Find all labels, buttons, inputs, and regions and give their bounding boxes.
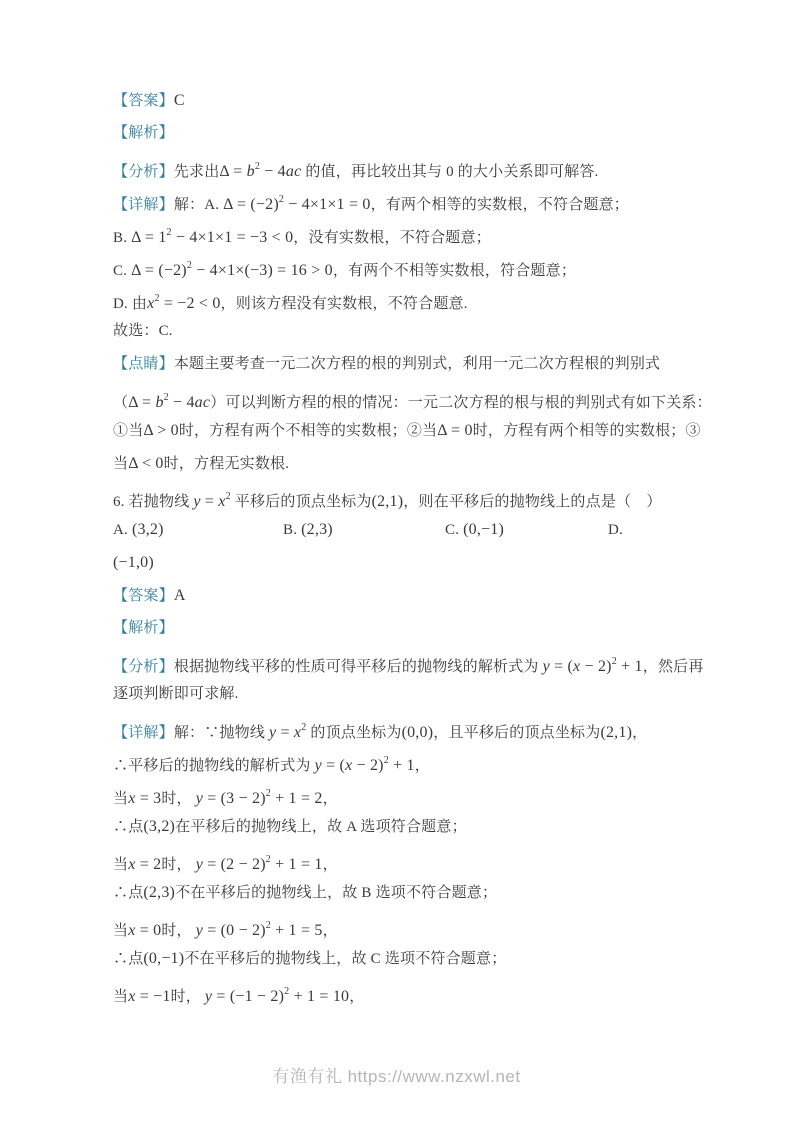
math-variable: y xyxy=(195,922,204,939)
math-variable: y xyxy=(204,988,213,1005)
text-fragment: 当 xyxy=(113,989,129,1005)
math-fragment: = 2 xyxy=(135,856,162,873)
math-fragment: − 2) xyxy=(352,757,384,774)
text-fragment: 时， xyxy=(161,923,196,939)
math-fragment: Δ = xyxy=(128,394,156,411)
footer-watermark: 有渔有礼 https://www.nzxwl.net xyxy=(272,1067,521,1086)
answer-label-tag: 【详解】 xyxy=(113,725,174,741)
math-superscript: 2 xyxy=(284,986,290,997)
math-fragment: (3,2) xyxy=(143,818,176,835)
text-line-12 xyxy=(113,447,687,480)
option-b xyxy=(283,513,445,547)
math-variable: y xyxy=(314,757,322,774)
text-fragment: ，没有实数根，不符合题意； xyxy=(293,230,491,246)
math-fragment: = (0 − 2) xyxy=(203,922,266,939)
text-fragment: 时，方程有两个不相等的实数根；②当 xyxy=(178,423,438,439)
text-line-5 xyxy=(113,216,687,249)
text-fragment: ， xyxy=(632,725,648,741)
text-fragment: 当 xyxy=(113,857,129,873)
text-fragment: B. xyxy=(113,230,132,246)
math-variable: x xyxy=(128,856,136,873)
text-fragment: C. xyxy=(113,263,132,279)
math-fragment: = ( xyxy=(321,757,346,774)
text-fragment: ，则该方程没有实数根，不符合题意. xyxy=(220,296,468,312)
math-fragment: (2,3) xyxy=(143,884,176,901)
text-fragment: 在平移后的抛物线上，故 A 选项符合题意； xyxy=(175,819,467,835)
math-fragment: Δ = 0 xyxy=(437,422,473,439)
math-superscript: 2 xyxy=(301,722,307,733)
text-fragment: 先求出 xyxy=(173,164,220,180)
math-fragment: Δ = 1 xyxy=(131,229,167,246)
math-fragment: − 4 xyxy=(260,163,286,180)
math-variable: x xyxy=(345,757,353,774)
math-variable: b xyxy=(246,163,255,180)
answer-label-tag: 【详解】 xyxy=(113,197,174,213)
text-line-6 xyxy=(113,249,687,282)
text-fragment: ， xyxy=(349,989,365,1005)
text-fragment: 的顶点坐标为 xyxy=(306,725,402,741)
math-variable: ac xyxy=(285,163,302,180)
text-fragment: 时，方程有两个相等的实数根；③ xyxy=(472,423,701,439)
option-a xyxy=(113,513,283,547)
math-fragment: − 4×1×1 = −3 < 0 xyxy=(171,229,294,246)
text-line-21 xyxy=(113,744,687,777)
text-fragment: 时，方程无实数根. xyxy=(163,456,290,472)
text-fragment: ， xyxy=(322,857,338,873)
text-fragment: ∴点 xyxy=(113,819,144,835)
math-fragment: = ( xyxy=(549,658,574,675)
text-line-16 xyxy=(113,579,687,612)
text-line-18 xyxy=(113,645,704,678)
math-variable: y xyxy=(542,658,550,675)
text-fragment: 时， xyxy=(161,857,196,873)
text-line-17 xyxy=(113,612,687,645)
option-value: (3,2) xyxy=(131,521,164,538)
text-line-25 xyxy=(113,876,687,909)
text-fragment: 根据抛物线平移的性质可得平移后的抛物线的解析式为 xyxy=(173,659,543,675)
text-fragment: 6. 若抛物线 xyxy=(113,494,194,510)
answer-label-tag: 【点睛】 xyxy=(113,356,174,372)
math-variable: x xyxy=(293,724,302,741)
math-fragment: C xyxy=(173,92,185,109)
math-superscript: 2 xyxy=(265,788,271,799)
text-fragment: 当 xyxy=(113,456,129,472)
text-line-22 xyxy=(113,777,687,810)
math-fragment: − 4×1×1 = 0 xyxy=(284,196,371,213)
math-fragment: − 4 xyxy=(168,394,195,411)
math-fragment: + 1 = 2 xyxy=(270,790,323,807)
math-superscript: 2 xyxy=(265,854,271,865)
text-line-13 xyxy=(113,480,687,513)
math-fragment: Δ > 0 xyxy=(143,422,179,439)
text-line-3 xyxy=(113,150,687,183)
option-value: (0,−1) xyxy=(463,521,505,538)
text-fragment: ∴点 xyxy=(113,885,144,901)
text-fragment: ，则在平移后的抛物线上的点是（ ） xyxy=(403,494,662,510)
text-fragment: 不在平移后的抛物线上，故 C 选项不符合题意； xyxy=(184,951,507,967)
text-fragment: ）可以判断方程的根的情况：一元二次方程的根与根的判别式有如下关系： xyxy=(210,395,712,411)
math-fragment: = (−1 − 2) xyxy=(212,988,285,1005)
answer-label-tag: 【答案】 xyxy=(113,588,174,604)
answer-label-tag: 【分析】 xyxy=(113,659,174,675)
math-fragment: (−1,0) xyxy=(113,554,154,571)
option-c xyxy=(445,513,608,547)
text-fragment: ∴平移后的抛物线的解析式为 xyxy=(113,758,315,774)
text-fragment: ∴点 xyxy=(113,951,144,967)
math-fragment: = xyxy=(200,493,219,510)
math-fragment: = 0 xyxy=(135,922,162,939)
math-superscript: 2 xyxy=(278,194,285,205)
option-letter: D. xyxy=(608,522,623,538)
text-fragment: D. 由 xyxy=(113,296,148,312)
text-line-15 xyxy=(113,546,687,579)
math-fragment: = xyxy=(276,724,294,741)
math-fragment: Δ = (−2) xyxy=(223,196,279,213)
math-variable: y xyxy=(195,790,204,807)
math-superscript: 2 xyxy=(254,161,261,172)
text-fragment: 解：∵抛物线 xyxy=(173,725,269,741)
option-value: (2,3) xyxy=(301,521,333,538)
math-fragment: + 1 xyxy=(616,658,643,675)
option-letter: C. xyxy=(445,522,460,538)
math-superscript: 2 xyxy=(166,227,172,238)
math-fragment: (2,1) xyxy=(600,724,633,741)
math-variable: x xyxy=(573,658,581,675)
text-line-20 xyxy=(113,711,687,744)
text-fragment: 时， xyxy=(170,989,205,1005)
math-variable: y xyxy=(193,493,201,510)
math-superscript: 2 xyxy=(154,293,160,304)
math-fragment: (0,0) xyxy=(401,724,434,741)
math-variable: y xyxy=(268,724,277,741)
math-superscript: 2 xyxy=(611,656,617,667)
text-line-2 xyxy=(113,117,687,150)
math-fragment: + 1 = 5 xyxy=(270,922,323,939)
text-line-8 xyxy=(113,315,687,348)
text-fragment: ， xyxy=(322,923,338,939)
math-superscript: 2 xyxy=(265,920,271,931)
math-fragment: = −1 xyxy=(135,988,171,1005)
math-fragment: − 4×1×(−3) = 16 > 0 xyxy=(192,262,333,279)
math-variable: ac xyxy=(194,394,211,411)
text-fragment: ， xyxy=(322,791,338,807)
math-fragment: + 1 = 1 xyxy=(270,856,323,873)
text-line-10 xyxy=(113,381,712,414)
text-line-7 xyxy=(113,282,687,315)
text-fragment: 逐项判断即可求解. xyxy=(113,686,239,702)
text-fragment: 平移后的顶点坐标为 xyxy=(230,494,372,510)
math-fragment: = (3 − 2) xyxy=(203,790,266,807)
text-line-23 xyxy=(113,810,687,843)
choice-options-row xyxy=(113,513,687,546)
text-line-27 xyxy=(113,942,687,975)
math-fragment: = 3 xyxy=(135,790,162,807)
text-fragment: 不在平移后的抛物线上，故 B 选项不符合题意； xyxy=(175,885,498,901)
math-fragment: Δ = (−2) xyxy=(131,262,187,279)
text-line-1 xyxy=(113,84,687,117)
math-variable: x xyxy=(218,493,226,510)
text-line-26 xyxy=(113,909,687,942)
text-line-9 xyxy=(113,348,687,381)
text-fragment: 故选：C. xyxy=(113,323,173,339)
math-variable: y xyxy=(195,856,204,873)
option-d xyxy=(608,513,687,547)
answer-label-tag: 【解析】 xyxy=(113,125,174,141)
text-fragment: 当 xyxy=(113,791,129,807)
text-fragment: ，然后再 xyxy=(642,659,704,675)
math-variable: x xyxy=(128,922,136,939)
text-fragment: （ xyxy=(113,395,129,411)
text-fragment: ，有两个相等的实数根，不符合题意； xyxy=(370,197,629,213)
math-variable: x xyxy=(128,988,136,1005)
text-fragment: ，有两个不相等实数根，符合题意； xyxy=(332,263,577,279)
math-superscript: 2 xyxy=(186,260,193,271)
math-fragment: + 1 = 10 xyxy=(289,988,350,1005)
math-fragment: − 2) xyxy=(580,658,612,675)
answer-label-tag: 【分析】 xyxy=(113,164,174,180)
text-fragment: 当 xyxy=(113,923,129,939)
math-fragment: = (2 − 2) xyxy=(203,856,266,873)
text-fragment: 本题主要考查一元二次方程的根的判别式，利用一元二次方程根的判别式 xyxy=(173,356,661,372)
math-fragment: (0,−1) xyxy=(143,950,185,967)
text-fragment: 解：A. xyxy=(173,197,224,213)
math-variable: b xyxy=(155,394,164,411)
option-letter: A. xyxy=(113,522,128,538)
text-fragment: 的值，再比较出其与 0 的大小关系即可解答. xyxy=(301,164,599,180)
text-fragment: ①当 xyxy=(113,423,144,439)
math-fragment: Δ = xyxy=(219,163,247,180)
option-letter: B. xyxy=(283,522,298,538)
math-fragment: + 1 xyxy=(388,757,415,774)
document-body xyxy=(113,84,712,1008)
math-superscript: 2 xyxy=(163,392,169,403)
text-fragment: ， xyxy=(414,758,430,774)
text-fragment: ，且平移后的顶点坐标为 xyxy=(433,725,601,741)
text-fragment: 时， xyxy=(161,791,196,807)
math-fragment: (2,1) xyxy=(371,493,404,510)
math-superscript: 2 xyxy=(225,491,231,502)
text-line-19 xyxy=(113,678,687,711)
text-line-24 xyxy=(113,843,687,876)
answer-label-tag: 【答案】 xyxy=(113,93,174,109)
math-fragment: Δ < 0 xyxy=(128,455,164,472)
math-fragment: = −2 < 0 xyxy=(159,295,221,312)
math-superscript: 2 xyxy=(383,755,389,766)
text-line-11 xyxy=(113,414,701,447)
math-variable: x xyxy=(147,295,155,312)
math-variable: x xyxy=(128,790,136,807)
answer-label-tag: 【解析】 xyxy=(113,620,174,636)
text-line-4 xyxy=(113,183,687,216)
math-fragment: A xyxy=(173,587,186,604)
text-line-28 xyxy=(113,975,687,1008)
